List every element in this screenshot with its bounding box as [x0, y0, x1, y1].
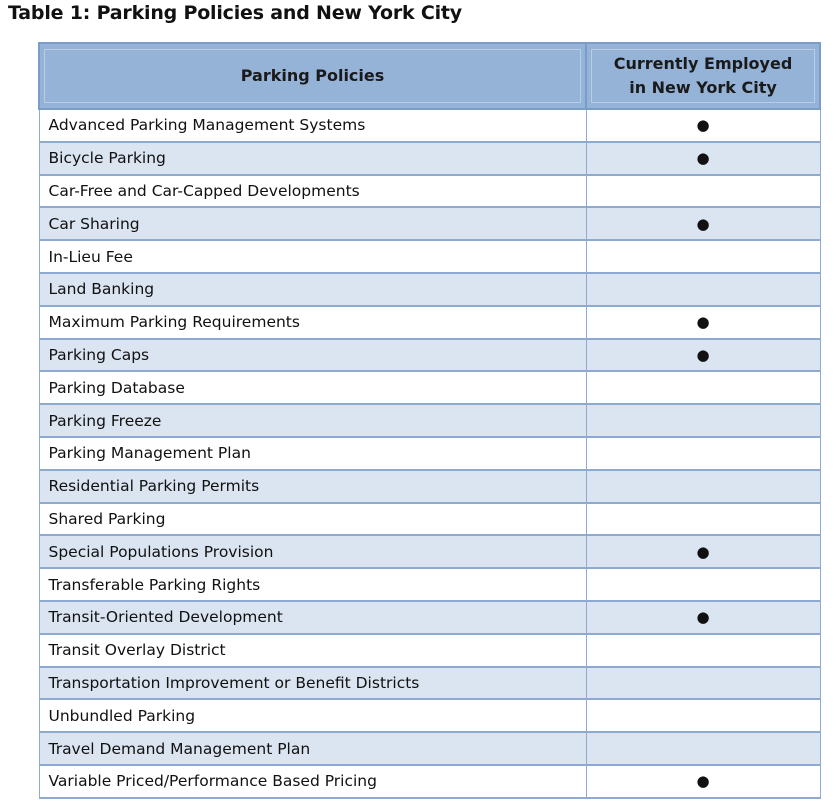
employed-marker-cell	[586, 667, 820, 700]
parking-policies-table	[38, 42, 821, 799]
policy-cell: Transit-Oriented Development	[39, 601, 586, 634]
table-row	[39, 109, 820, 142]
header-parking-policies	[39, 43, 586, 109]
header-currently-employed-label: Currently Employed in New York City	[591, 49, 815, 103]
table-row	[39, 306, 820, 339]
policy-cell: Variable Priced/Performance Based Pricing	[39, 765, 586, 798]
policy-cell: Car-Free and Car-Capped Developments	[39, 175, 586, 208]
employed-marker-cell: ●	[586, 765, 820, 798]
table-row	[39, 535, 820, 568]
employed-marker-cell: ●	[586, 339, 820, 372]
table-row	[39, 732, 820, 765]
table-title: Table 1: Parking Policies and New York City	[8, 2, 462, 24]
table-row	[39, 207, 820, 240]
policy-cell: Transferable Parking Rights	[39, 568, 586, 601]
employed-marker-cell	[586, 175, 820, 208]
employed-marker-cell	[586, 470, 820, 503]
table-row	[39, 503, 820, 536]
employed-marker-cell: ●	[586, 207, 820, 240]
header-currently-employed	[586, 43, 820, 109]
policy-cell: Advanced Parking Management Systems	[39, 109, 586, 142]
table-row	[39, 404, 820, 437]
policy-cell: Parking Database	[39, 371, 586, 404]
table-row	[39, 667, 820, 700]
employed-marker-cell: ●	[586, 535, 820, 568]
employed-marker-cell: ●	[586, 109, 820, 142]
table-row	[39, 437, 820, 470]
policy-cell: Shared Parking	[39, 503, 586, 536]
table-header-row	[39, 43, 820, 109]
employed-marker-cell	[586, 732, 820, 765]
policy-cell: Travel Demand Management Plan	[39, 732, 586, 765]
employed-marker-cell	[586, 699, 820, 732]
employed-marker-cell	[586, 503, 820, 536]
employed-marker-cell: ●	[586, 601, 820, 634]
policy-cell: Parking Management Plan	[39, 437, 586, 470]
table-row	[39, 175, 820, 208]
employed-marker-cell: ●	[586, 306, 820, 339]
employed-marker-cell	[586, 634, 820, 667]
policy-cell: In-Lieu Fee	[39, 240, 586, 273]
policy-cell: Maximum Parking Requirements	[39, 306, 586, 339]
table-row	[39, 339, 820, 372]
table-row	[39, 142, 820, 175]
employed-marker-cell	[586, 437, 820, 470]
employed-marker-cell	[586, 240, 820, 273]
policy-cell: Unbundled Parking	[39, 699, 586, 732]
table-row	[39, 568, 820, 601]
employed-marker-cell	[586, 568, 820, 601]
policy-cell: Transportation Improvement or Benefit Districts	[39, 667, 586, 700]
employed-marker-cell	[586, 371, 820, 404]
employed-marker-cell	[586, 273, 820, 306]
policy-cell: Parking Caps	[39, 339, 586, 372]
policy-cell: Transit Overlay District	[39, 634, 586, 667]
header-parking-policies-label: Parking Policies	[44, 49, 581, 103]
policy-cell: Special Populations Provision	[39, 535, 586, 568]
employed-marker-cell: ●	[586, 142, 820, 175]
policy-cell: Residential Parking Permits	[39, 470, 586, 503]
policy-cell: Bicycle Parking	[39, 142, 586, 175]
table-row	[39, 273, 820, 306]
policy-cell: Car Sharing	[39, 207, 586, 240]
table-row	[39, 371, 820, 404]
table-row	[39, 765, 820, 798]
table-row	[39, 240, 820, 273]
table-row	[39, 634, 820, 667]
table-row	[39, 601, 820, 634]
policy-cell: Land Banking	[39, 273, 586, 306]
employed-marker-cell	[586, 404, 820, 437]
table-row	[39, 470, 820, 503]
table-row	[39, 699, 820, 732]
table-body	[39, 109, 820, 798]
policy-cell: Parking Freeze	[39, 404, 586, 437]
